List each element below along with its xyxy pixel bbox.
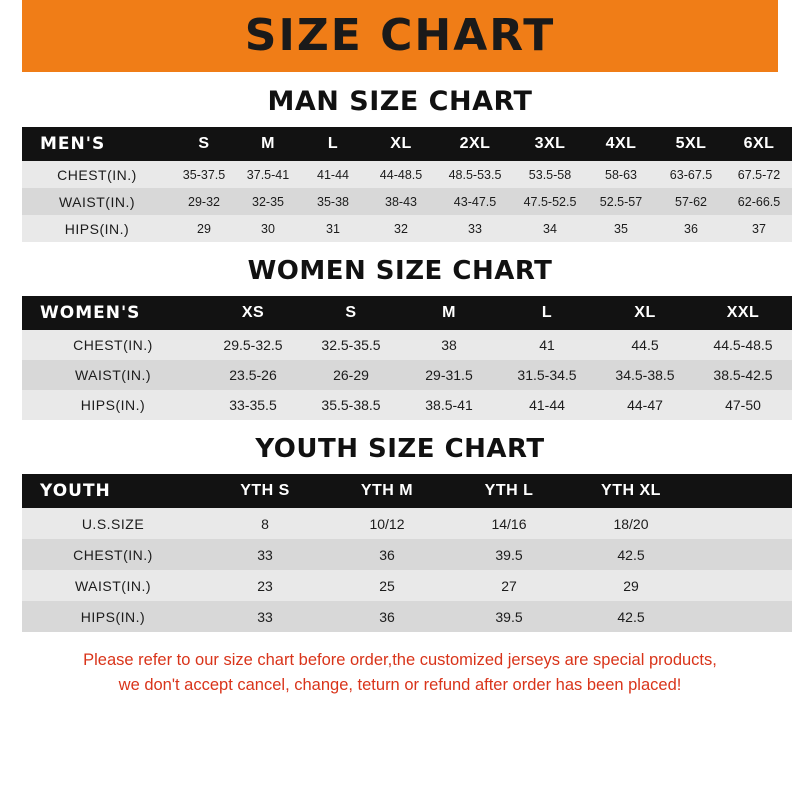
women-table-header <box>22 296 792 330</box>
men-table-header <box>22 127 792 161</box>
women-waist-s: 26-29 <box>333 367 369 383</box>
youth-row-chest-label: CHEST(IN.) <box>73 546 153 563</box>
women-size-table <box>22 296 792 420</box>
women-waist-xxl: 38.5-42.5 <box>713 367 773 383</box>
table-header-row <box>22 474 792 508</box>
youth-header-empty <box>692 474 792 508</box>
men-waist-xl: 38-43 <box>385 194 417 209</box>
men-chest-m: 37.5-41 <box>246 167 290 182</box>
footer-line-2: we don't accept cancel, change, teturn or refund after order has been placed! <box>118 675 682 694</box>
men-hips-3xl: 34 <box>543 221 557 236</box>
men-row-chest-label: CHEST(IN.) <box>57 166 137 183</box>
youth-chest-s: 33 <box>257 546 273 563</box>
men-header-6xl: 6XL <box>743 135 775 152</box>
banner-left-edge <box>0 0 22 72</box>
women-header-l: L <box>541 304 553 321</box>
men-chest-4xl: 58-63 <box>605 167 637 182</box>
youth-hips-l: 39.5 <box>495 608 523 625</box>
chart-content <box>0 86 800 698</box>
youth-header-yth-l: YTH L <box>484 482 534 499</box>
youth-ussize-s: 8 <box>261 515 269 532</box>
youth-ussize-empty <box>692 508 792 539</box>
men-chest-s: 35-37.5 <box>182 167 226 182</box>
men-table-body <box>22 161 792 242</box>
women-row-hips-label: HIPS(IN.) <box>80 397 146 413</box>
table-row <box>22 601 792 632</box>
youth-ussize-l: 14/16 <box>491 515 527 532</box>
women-header-m: M <box>442 304 456 321</box>
table-row <box>22 508 792 539</box>
men-waist-6xl: 62-66.5 <box>737 194 781 209</box>
footer-line-1: Please refer to our size chart before order,the customized jerseys are special products, <box>83 651 717 669</box>
youth-chest-l: 39.5 <box>495 546 523 563</box>
youth-row-hips-label: HIPS(IN.) <box>80 608 146 625</box>
banner-right-edge <box>778 0 800 72</box>
men-hips-s: 29 <box>197 221 211 236</box>
women-hips-xxl: 47-50 <box>725 397 761 413</box>
men-waist-5xl: 57-62 <box>675 194 707 209</box>
men-hips-xl: 32 <box>394 221 408 236</box>
youth-row-ussize-label: U.S.SIZE <box>81 515 145 532</box>
men-header-label: MEN'S <box>40 134 106 154</box>
youth-chest-xl: 42.5 <box>617 546 645 563</box>
table-row <box>22 570 792 601</box>
table-row <box>22 161 792 188</box>
women-hips-s: 35.5-38.5 <box>321 397 381 413</box>
youth-row-waist-label: WAIST(IN.) <box>74 577 152 594</box>
table-row <box>22 215 792 242</box>
table-row <box>22 330 792 360</box>
youth-header-yth-m: YTH M <box>360 482 414 499</box>
men-waist-l: 35-38 <box>317 194 349 209</box>
men-waist-4xl: 52.5-57 <box>599 194 643 209</box>
men-size-table <box>22 127 792 242</box>
youth-waist-s: 23 <box>257 577 273 594</box>
men-hips-m: 30 <box>261 221 275 236</box>
men-header-s: S <box>198 135 210 152</box>
men-chest-6xl: 67.5-72 <box>737 167 781 182</box>
women-row-waist-label: WAIST(IN.) <box>74 367 152 383</box>
men-waist-s: 29-32 <box>188 194 220 209</box>
youth-hips-s: 33 <box>257 608 273 625</box>
men-waist-2xl: 43-47.5 <box>453 194 497 209</box>
women-hips-m: 38.5-41 <box>425 397 473 413</box>
youth-hips-empty <box>692 601 792 632</box>
youth-table-body <box>22 508 792 632</box>
women-chest-xxl: 44.5-48.5 <box>713 337 773 353</box>
women-header-label: WOMEN'S <box>40 303 141 323</box>
men-header-l: L <box>327 135 339 152</box>
women-waist-m: 29-31.5 <box>425 367 473 383</box>
youth-waist-l: 27 <box>501 577 517 594</box>
youth-ussize-xl: 18/20 <box>613 515 649 532</box>
table-header-row <box>22 127 792 161</box>
header-banner <box>0 0 800 72</box>
men-header-m: M <box>261 135 275 152</box>
table-header-row <box>22 296 792 330</box>
men-hips-6xl: 37 <box>752 221 766 236</box>
youth-ussize-m: 10/12 <box>369 515 405 532</box>
women-waist-xl: 34.5-38.5 <box>615 367 675 383</box>
youth-chest-m: 36 <box>379 546 395 563</box>
men-hips-5xl: 36 <box>684 221 698 236</box>
youth-waist-m: 25 <box>379 577 395 594</box>
youth-waist-empty <box>692 570 792 601</box>
women-hips-xs: 33-35.5 <box>229 397 277 413</box>
youth-table-header <box>22 474 792 508</box>
women-chest-s: 32.5-35.5 <box>321 337 381 353</box>
women-header-xs: XS <box>241 304 265 321</box>
table-row <box>22 539 792 570</box>
women-hips-l: 41-44 <box>529 397 565 413</box>
men-chest-3xl: 53.5-58 <box>528 167 572 182</box>
youth-section-title: YOUTH SIZE CHART <box>255 434 545 464</box>
table-row <box>22 360 792 390</box>
women-chest-xl: 44.5 <box>631 337 659 353</box>
youth-waist-xl: 29 <box>623 577 639 594</box>
men-hips-l: 31 <box>326 221 340 236</box>
women-header-s: S <box>345 304 357 321</box>
women-waist-xs: 23.5-26 <box>229 367 277 383</box>
youth-chest-empty <box>692 539 792 570</box>
men-header-3xl: 3XL <box>534 135 566 152</box>
page-title: SIZE CHART <box>244 10 556 61</box>
women-chest-xs: 29.5-32.5 <box>223 337 283 353</box>
women-row-chest-label: CHEST(IN.) <box>73 337 153 353</box>
men-section-title: MAN SIZE CHART <box>267 86 533 117</box>
women-header-xxl: XXL <box>726 304 760 321</box>
men-chest-5xl: 63-67.5 <box>669 167 713 182</box>
men-hips-2xl: 33 <box>468 221 482 236</box>
women-table-body <box>22 330 792 420</box>
men-hips-4xl: 35 <box>614 221 628 236</box>
youth-hips-m: 36 <box>379 608 395 625</box>
women-chest-l: 41 <box>539 337 555 353</box>
youth-header-yth-s: YTH S <box>240 482 290 499</box>
men-chest-l: 41-44 <box>317 167 349 182</box>
women-hips-xl: 44-47 <box>627 397 663 413</box>
men-header-xl: XL <box>390 135 412 152</box>
table-row <box>22 390 792 420</box>
men-waist-3xl: 47.5-52.5 <box>523 194 577 209</box>
youth-hips-xl: 42.5 <box>617 608 645 625</box>
youth-header-yth-xl: YTH XL <box>601 482 661 499</box>
men-waist-m: 32-35 <box>252 194 284 209</box>
men-header-2xl: 2XL <box>459 135 491 152</box>
men-header-4xl: 4XL <box>605 135 637 152</box>
youth-size-table <box>22 474 792 632</box>
women-waist-l: 31.5-34.5 <box>517 367 577 383</box>
women-section-title: WOMEN SIZE CHART <box>247 256 553 286</box>
men-chest-2xl: 48.5-53.5 <box>448 167 502 182</box>
women-header-xl: XL <box>634 304 656 321</box>
women-chest-m: 38 <box>441 337 457 353</box>
table-row <box>22 188 792 215</box>
men-row-hips-label: HIPS(IN.) <box>64 220 130 237</box>
men-chest-xl: 44-48.5 <box>379 167 423 182</box>
men-header-5xl: 5XL <box>675 135 707 152</box>
youth-header-label: YOUTH <box>40 481 111 501</box>
men-row-waist-label: WAIST(IN.) <box>58 193 136 210</box>
footer-disclaimer <box>44 648 756 698</box>
